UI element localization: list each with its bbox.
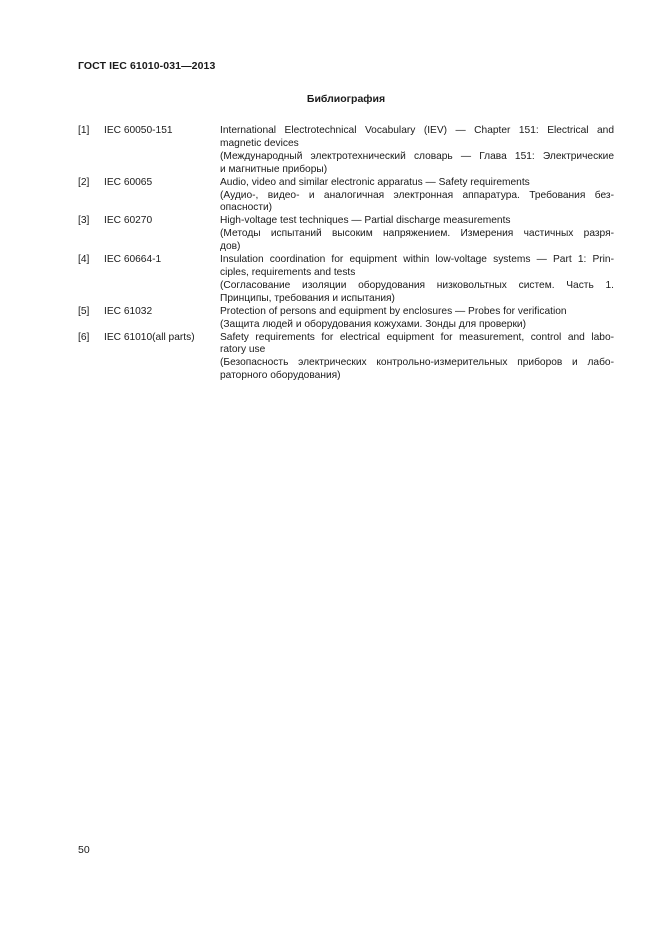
entry-description	[220, 215, 614, 254]
entry-description	[220, 254, 614, 306]
russian-title-line: (Международный электротехнический словарь — Глава 151: Электрические	[220, 150, 614, 162]
standard-code: IEC 60270	[104, 215, 153, 227]
entry-number: [1]	[78, 125, 90, 136]
bibliography-entry	[78, 332, 614, 384]
russian-title-line: и магнитные приборы)	[220, 163, 328, 175]
russian-title-line: (Согласование изоляции оборудования низковольтных систем. Часть 1.	[220, 279, 614, 291]
standard-code: IEC 61010(all parts)	[104, 331, 195, 343]
entry-description	[220, 125, 614, 177]
bibliography-entry	[78, 254, 614, 306]
entry-number: [6]	[78, 331, 90, 343]
standard-header: ГОСТ IEC 61010-031—2013	[78, 60, 216, 72]
standard-code: IEC 60065	[104, 176, 153, 188]
bibliography-entry	[78, 215, 614, 254]
bibliography-list	[78, 125, 614, 383]
english-title-line: ciples, requirements and tests	[220, 266, 356, 278]
standard-code: IEC 60664-1	[104, 254, 162, 266]
english-title-line: High-voltage test techniques — Partial discharge measurements	[220, 215, 511, 227]
page-number: 50	[78, 844, 90, 856]
russian-title-line: (Методы испытаний высоким напряжением. Измерения частичных разря-	[220, 228, 614, 240]
bibliography-entry	[78, 306, 614, 332]
russian-title-line: (Безопасность электрических контрольно-измерительных приборов и лабо-	[220, 357, 614, 369]
entry-number: [2]	[78, 176, 90, 188]
russian-title-line: Принципы, требования и испытания)	[220, 292, 395, 304]
entry-number: [3]	[78, 215, 90, 227]
english-title-line: International Electrotechnical Vocabulary (IEV) — Chapter 151: Electrical and	[220, 125, 614, 136]
standard-code: IEC 60050-151	[104, 125, 173, 136]
english-title-line: ratory use	[220, 344, 266, 356]
russian-title-line: раторного оборудования)	[220, 370, 341, 382]
bibliography-entry	[78, 125, 614, 177]
english-title-line: Audio, video and similar electronic apparatus — Safety requirements	[220, 176, 530, 188]
russian-title-line: (Аудио-, видео- и аналогичная электронная аппаратура. Требования без-	[220, 189, 614, 201]
russian-title-line: опасности)	[220, 202, 273, 214]
russian-title-line: (Защита людей и оборудования кожухами. Зонды для проверки)	[220, 318, 526, 330]
bibliography-title: Библиография	[306, 93, 386, 105]
entry-number: [5]	[78, 305, 90, 317]
english-title-line: Protection of persons and equipment by enclosures — Probes for verification	[220, 305, 567, 317]
entry-description	[220, 177, 614, 216]
english-title-line: Safety requirements for electrical equipment for measurement, control and labo-	[220, 331, 614, 343]
english-title-line: Insulation coordination for equipment within low-voltage systems — Part 1: Prin-	[220, 254, 614, 266]
russian-title-line: дов)	[220, 241, 241, 253]
bibliography-entry	[78, 177, 614, 216]
entry-number: [4]	[78, 254, 90, 266]
entry-description	[220, 332, 614, 384]
english-title-line: magnetic devices	[220, 137, 299, 149]
entry-description	[220, 306, 614, 332]
standard-code: IEC 61032	[104, 305, 153, 317]
